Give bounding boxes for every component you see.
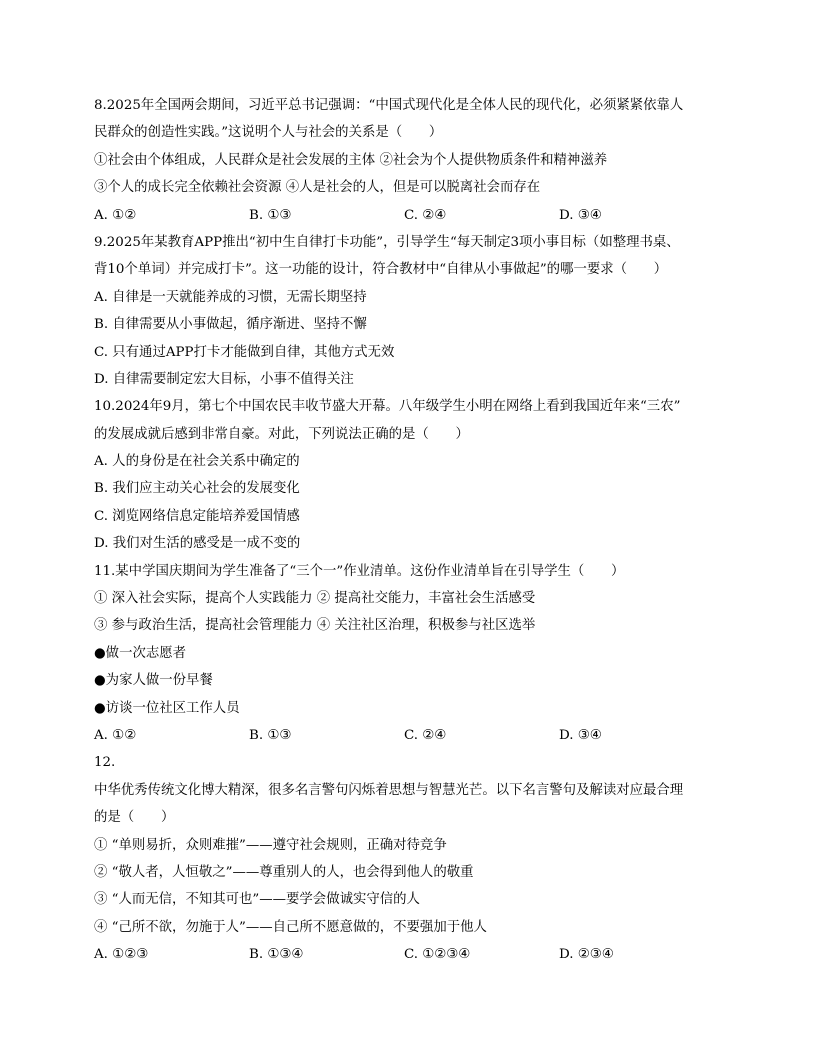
question-stem: 11.某中学国庆期间为学生准备了“三个一”作业清单。这份作业清单旨在引导学生（ ）	[94, 563, 625, 579]
option-c: C. ①②③④	[404, 947, 471, 963]
statement-line: ② “敬人者，人恒敬之”——尊重别人的人，也会得到他人的敬重	[94, 864, 474, 880]
option-a: A. 自律是一天就能养成的习惯，无需长期坚持	[94, 289, 367, 305]
question-stem: 8.2025年全国两会期间，习近平总书记强调：“中国式现代化是全体人民的现代化，必须紧紧依靠人	[94, 98, 684, 113]
bullet-item: ●做一次志愿者	[94, 645, 187, 661]
statement-line: ①社会由个体组成，人民群众是社会发展的主体 ②社会为个人提供物质条件和精神滋养	[94, 152, 608, 168]
option-b: B. ①③	[249, 727, 292, 743]
statement-line: ① “单则易折，众则难摧”——遵守社会规则，正确对待竞争	[94, 837, 447, 853]
option-b: B. 自律需要从小事做起，循序渐进、坚持不懈	[94, 317, 367, 333]
question-10	[94, 393, 724, 557]
option-c: C. 浏览网络信息定能培养爱国情感	[94, 508, 300, 524]
bullet-item: ●访谈一位社区工作人员	[94, 700, 240, 716]
option-a: A. ①②	[94, 207, 137, 223]
question-stem: 的发展成就后感到非常自豪。对此，下列说法正确的是（ ）	[94, 426, 469, 442]
question-9	[94, 229, 724, 393]
option-a: A. ①②	[94, 727, 137, 743]
statement-line: ① 深入社会实际，提高个人实践能力 ② 提高社交能力，丰富社会生活感受	[94, 591, 536, 607]
option-d: D. ②③④	[559, 947, 614, 963]
question-stem: 9.2025年某教育APP推出“初中生自律打卡功能”，引导学生“每天制定3项小事目标（如整理书桌、	[94, 234, 680, 250]
option-b: B. ①③	[249, 207, 292, 223]
statement-line: ③ 参与政治生活，提高社会管理能力 ④ 关注社区治理，积极参与社区选举	[94, 618, 536, 634]
options-row	[94, 941, 724, 968]
option-d: D. 我们对生活的感受是一成不变的	[94, 536, 301, 552]
question-stem: 10.2024年9月，第七个中国农民丰收节盛大开幕。八年级学生小明在网络上看到我国近年来“三农”	[94, 399, 681, 415]
statement-line: ③ “人而无信，不知其可也”——要学会做诚实守信的人	[94, 892, 420, 908]
exam-page	[94, 92, 724, 969]
options-row	[94, 722, 724, 749]
question-8	[94, 92, 724, 229]
option-b: B. 我们应主动关心社会的发展变化	[94, 481, 300, 497]
question-stem: 中华优秀传统文化博大精深，很多名言警句闪烁着思想与智慧光芒。以下名言警句及解读对应最合理	[94, 782, 684, 798]
option-c: C. ②④	[404, 207, 447, 223]
question-stem: 背10个单词）并完成打卡”。这一功能的设计，符合教材中“自律从小事做起”的哪一要求（ ）	[94, 262, 668, 278]
options-row	[94, 202, 724, 229]
question-11	[94, 558, 724, 750]
option-c: C. 只有通过APP打卡才能做到自律，其他方式无效	[94, 344, 395, 360]
bullet-item: ●为家人做一份早餐	[94, 673, 213, 689]
statement-line: ③个人的成长完全依赖社会资源 ④人是社会的人，但是可以脱离社会而存在	[94, 180, 541, 196]
question-stem: 的是（ ）	[94, 810, 175, 826]
question-number: 12.	[94, 755, 116, 771]
option-c: C. ②④	[404, 727, 447, 743]
option-d: D. ③④	[559, 207, 602, 223]
question-stem: 民群众的创造性实践。”这说明个人与社会的关系是（ ）	[94, 125, 443, 141]
option-a: A. ①②③	[94, 947, 149, 963]
statement-line: ④ “己所不欲，勿施于人”——自己所不愿意做的，不要强加于他人	[94, 919, 487, 935]
option-d: D. 自律需要制定宏大目标，小事不值得关注	[94, 371, 354, 387]
option-d: D. ③④	[559, 727, 602, 743]
option-b: B. ①③④	[249, 947, 304, 963]
question-12	[94, 749, 724, 968]
option-a: A. 人的身份是在社会关系中确定的	[94, 454, 300, 470]
